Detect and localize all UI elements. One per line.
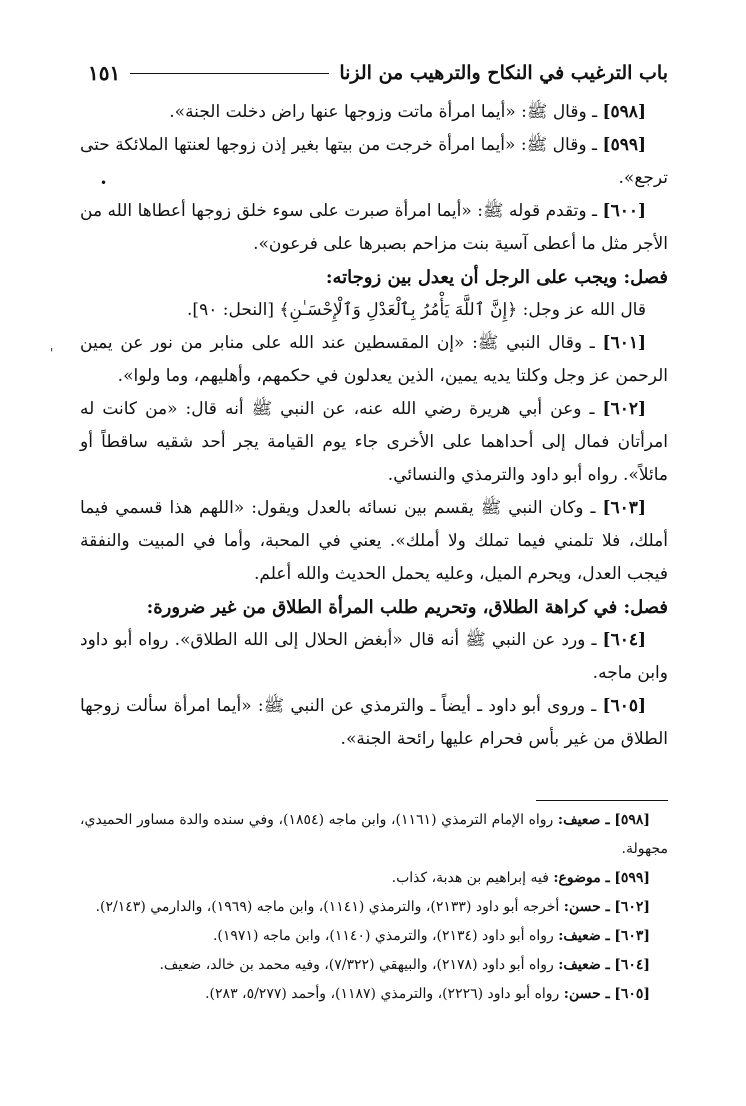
footnote: [٥٩٨] ـ صعيف: رواه الإمام الترمذي (١١٦١)، وابن ماجه (١٨٥٤)، وفي سنده والدة مساور الحميدي، مجهولة.: [80, 812, 668, 857]
header-rule: [130, 73, 329, 74]
hadith-601: [٦٠١] ـ وقال النبي ﷺ: «إن المقسطين عند الله على منابر من نور عن يمين الرحمن عز وجل وكلتا يديه يمين، الذين يعدلون في حكمهم، وأهليهم، وما ولوا».: [80, 333, 668, 386]
footnote: [٦٠٤] ـ ضعيف: رواه أبو داود (٢١٧٨)، والبيهقي (٧/٣٢٢)، وفيه محمد بن خالد، ضعيف.: [159, 957, 650, 973]
footnotes: [80, 806, 668, 1009]
page-number: ١٥١: [88, 61, 121, 85]
footnote: [٦٠٥] ـ حسن: رواه أبو داود (٢٢٢٦)، والترمذي (١١٨٧)، وأحمد (٥/٢٧٧، ٢٨٣).: [205, 986, 650, 1002]
hadith-605: [٦٠٥] ـ وروى أبو داود ـ أيضاً ـ والترمذي عن النبي ﷺ: «أيما امرأة سألت زوجها الطلاق من غير بأس فحرام عليها رائحة الجنة».: [80, 696, 668, 749]
footnote: [٦٠٢] ـ حسن: أخرجه أبو داود (٢١٣٣)، والترمذي (١١٤١)، وابن ماجه (١٩٦٩)، والدارمي (٢/١٤٣).: [95, 899, 650, 915]
section-heading: فصل: في كراهة الطلاق، وتحريم طلب المرأة الطلاق من غير ضرورة:: [146, 597, 668, 618]
hadith-599: [٥٩٩] ـ وقال ﷺ: «أيما امرأة خرجت من بيتها بغير إذن زوجها لعنتها الملائكة حتى ترجع».: [80, 135, 668, 188]
main-text: [80, 96, 668, 756]
hadith-600: [٦٠٠] ـ وتقدم قوله ﷺ: «أيما امرأة صبرت على سوء خلق زوجها أعطاها الله من الأجر مثل ما أعطى آسية بنت مزاحم بصبرها على فرعون».: [80, 201, 668, 254]
footnote: [٥٩٩] ـ موضوع: فيه إبراهيم بن هدبة، كذاب.: [391, 870, 650, 886]
hadith-602: [٦٠٢] ـ وعن أبي هريرة رضي الله عنه، عن النبي ﷺ أنه قال: «من كانت له امرأتان فمال إلى أحداهما على الأخرى جاء يوم القيامة يجر أحد شقيه ساقطاً أو مائلاً». رواه أبو داود والترمذي والنسائي.: [80, 399, 668, 485]
stray-mark: •: [100, 176, 108, 190]
hadith-604: [٦٠٤] ـ ورد عن النبي ﷺ أنه قال «أبغض الحلال إلى الله الطلاق». رواه أبو داود وابن ماجه.: [80, 630, 668, 683]
page-header: [88, 60, 668, 86]
footnote: [٦٠٣] ـ ضعيف: رواه أبو داود (٢١٣٤)، والترمذي (١١٤٠)، وابن ماجه (١٩٧١).: [212, 928, 650, 944]
footnote-rule: [536, 800, 668, 801]
hadith-603: [٦٠٣] ـ وكان النبي ﷺ يقسم بين نسائه بالعدل ويقول: «اللهم هذا قسمي فيما أملك، فلا تلمني فيما تملك ولا أملك». يعني في المحبة، وأما في المبيت والنفقة فيجب العدل، ويحرم الميل، وعليه يحمل الحديث والله أعلم.: [80, 498, 668, 584]
stray-mark: ': [50, 346, 54, 360]
quran-verse: قال الله عز وجل: ﴿إِنَّ ٱللَّهَ يَأْمُرُ بِٱلْعَدْلِ وَٱلْإِحْسَـٰنِ﴾ [النحل: ٩٠].: [187, 300, 646, 320]
chapter-title: باب الترغيب في النكاح والترهيب من الزنا: [339, 62, 668, 84]
hadith-598: [٥٩٨] ـ وقال ﷺ: «أيما امرأة ماتت وزوجها عنها راض دخلت الجنة».: [169, 102, 646, 122]
section-heading: فصل: ويجب على الرجل أن يعدل بين زوجاته:: [325, 267, 668, 288]
